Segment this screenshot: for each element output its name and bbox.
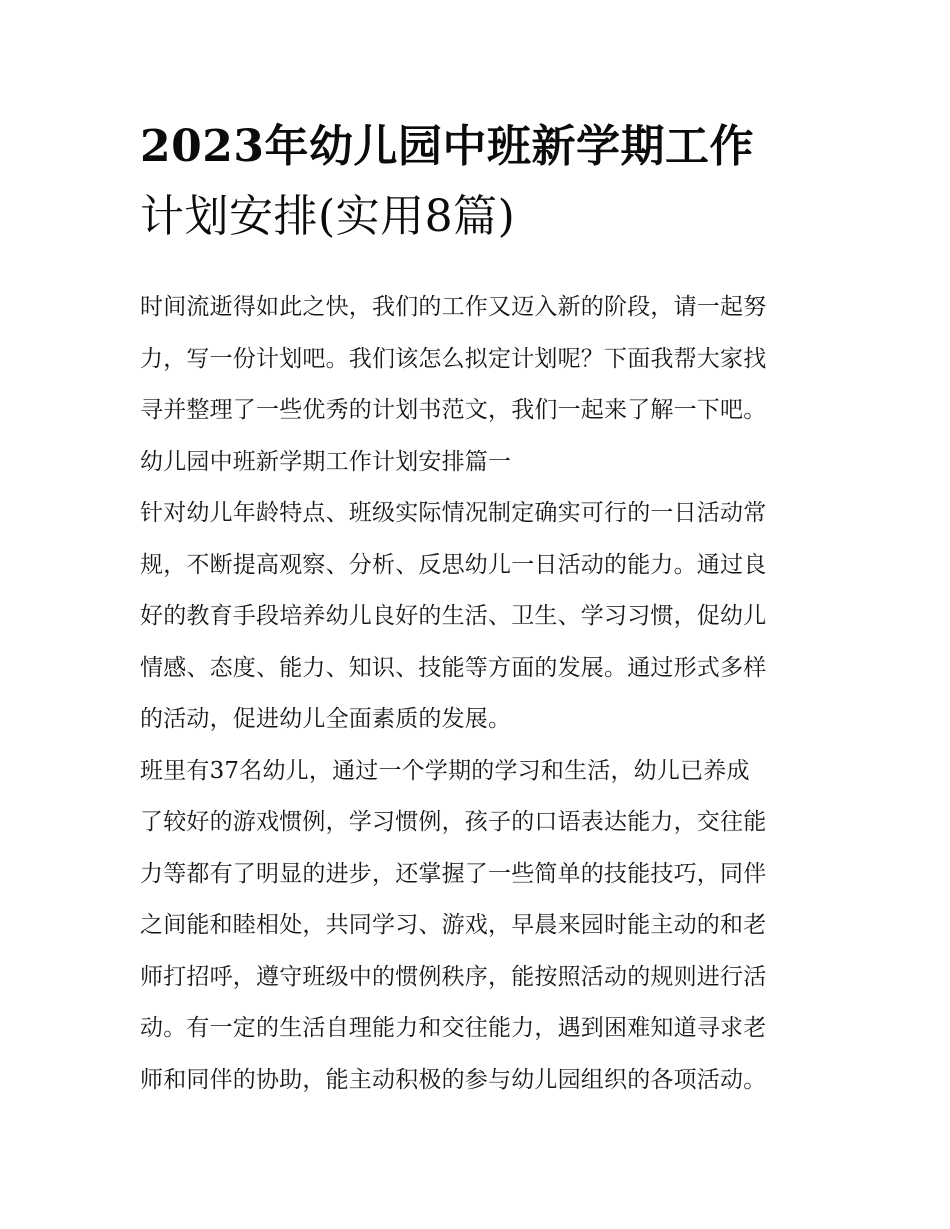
- paragraph-line: 规，不断提高观察、分析、反思幼儿一日活动的能力。通过良: [140, 551, 767, 578]
- document-title: [140, 112, 820, 252]
- paragraph-line: 的活动，促进幼儿全面素质的发展。: [140, 706, 512, 732]
- title-line-2: 计划安排(实用8篇): [140, 191, 516, 242]
- paragraph-line: 针对幼儿年龄特点、班级实际情况制定确实可行的一日活动常: [140, 500, 767, 526]
- paragraph-line: 了较好的游戏惯例，学习惯例，孩子的口语表达能力，交往能: [140, 809, 767, 835]
- body-paragraph: [140, 488, 820, 746]
- title-line-1: 2023年幼儿园中班新学期工作: [140, 121, 754, 172]
- paragraph-line: 力，写一份计划吧。我们该怎么拟定计划呢？下面我帮大家找: [140, 345, 767, 372]
- paragraph-line: 寻并整理了一些优秀的计划书范文，我们一起来了解一下吧。: [140, 397, 767, 423]
- section-heading: [140, 437, 820, 489]
- document-body: [140, 282, 820, 1106]
- paragraph-line: 情感、态度、能力、知识、技能等方面的发展。通过形式多样: [140, 654, 767, 681]
- paragraph-line: 班里有37名幼儿，通过一个学期的学习和生活，幼儿已养成: [140, 757, 750, 784]
- paragraph-line: 好的教育手段培养幼儿良好的生活、卫生、学习习惯，促幼儿: [140, 603, 767, 629]
- paragraph-line: 之间能和睦相处，共同学习、游戏，早晨来园时能主动的和老: [140, 912, 767, 938]
- body-paragraph: [140, 746, 820, 1107]
- intro-paragraph: [140, 282, 820, 437]
- section-heading-text: 幼儿园中班新学期工作计划安排篇一: [140, 448, 512, 475]
- paragraph-line: 力等都有了明显的进步，还掌握了一些简单的技能技巧，同伴: [140, 860, 767, 887]
- paragraph-line: 师和同伴的协助，能主动积极的参与幼儿园组织的各项活动。: [140, 1066, 767, 1093]
- paragraph-line: 时间流逝得如此之快，我们的工作又迈入新的阶段，请一起努: [140, 294, 767, 320]
- paragraph-line: 动。有一定的生活自理能力和交往能力，遇到困难知道寻求老: [140, 1015, 767, 1041]
- paragraph-line: 师打招呼，遵守班级中的惯例秩序，能按照活动的规则进行活: [140, 963, 767, 990]
